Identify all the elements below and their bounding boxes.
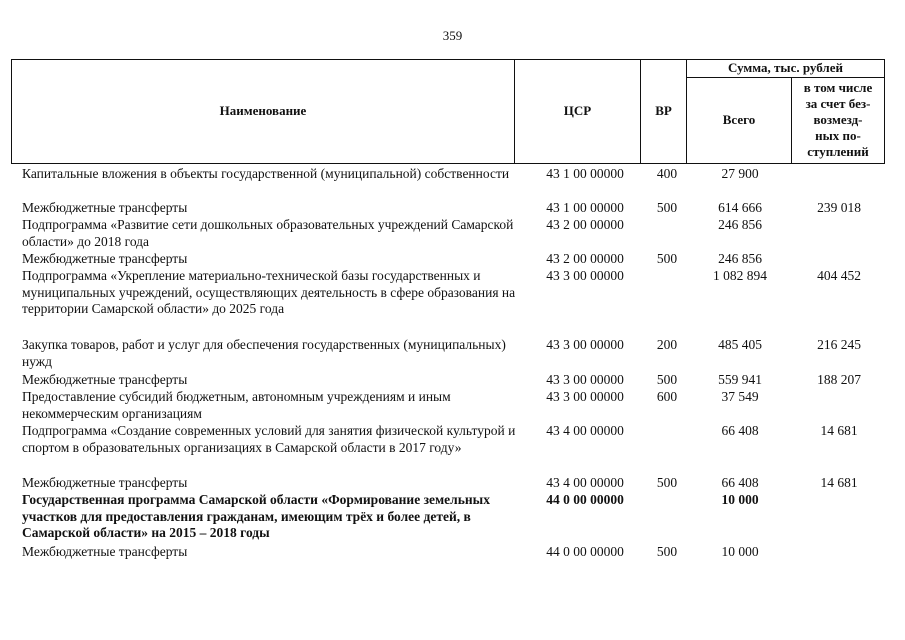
row-name: Закупка товаров, работ и услуг для обеспечения государственных (муниципальных) нужд: [22, 337, 506, 369]
row-incl: 14 681: [820, 423, 858, 438]
row-csr: 43 4 00 00000: [546, 475, 624, 490]
row-vr: 400: [656, 166, 678, 181]
row-csr: 43 2 00 00000: [546, 217, 624, 232]
header-subgroup-border: [686, 77, 885, 78]
row-total: 37 549: [721, 389, 759, 404]
header-bottom-border: [11, 163, 885, 164]
header-total: Всего: [722, 112, 756, 127]
row-name: Межбюджетные трансферты: [22, 251, 188, 266]
row-vr: 600: [656, 389, 678, 404]
header-col-divider: [884, 59, 885, 163]
row-name: Государственная программа Самарской области «Формирование земельных участков для предоставления гражданам, имеющим трёх и более детей, в Самарской области» на 2015 – 2018 годы: [22, 492, 490, 540]
row-total: 246 856: [718, 217, 762, 232]
row-csr: 43 4 00 00000: [546, 423, 624, 438]
row-total: 66 408: [721, 423, 759, 438]
row-name: Межбюджетные трансферты: [22, 475, 188, 490]
header-incl-line: за счет без-: [805, 96, 871, 111]
header-incl-line: возмезд-: [813, 112, 863, 127]
row-total: 559 941: [718, 372, 762, 387]
row-csr: 43 2 00 00000: [546, 251, 624, 266]
row-incl: 188 207: [817, 372, 861, 387]
header-name: Наименование: [219, 103, 307, 118]
row-name: Межбюджетные трансферты: [22, 200, 188, 215]
row-csr: 43 1 00 00000: [546, 200, 624, 215]
row-total: 246 856: [718, 251, 762, 266]
row-csr: 44 0 00 00000: [546, 492, 624, 507]
row-total: 614 666: [718, 200, 762, 215]
row-csr: 43 3 00 00000: [546, 337, 624, 352]
row-incl: 239 018: [817, 200, 861, 215]
row-total: 10 000: [721, 544, 759, 559]
header-incl: [792, 80, 884, 160]
row-name: Подпрограмма «Укрепление материально-технической базы государственных и муниципальных учреждений, осуществляющих деятельность в сфере образования на территории Самарской области» до 2025 года: [22, 268, 516, 316]
row-incl: 404 452: [817, 268, 861, 283]
row-csr: 43 3 00 00000: [546, 268, 624, 283]
row-csr: 43 1 00 00000: [546, 166, 624, 181]
row-total: 27 900: [721, 166, 759, 181]
row-total: 485 405: [718, 337, 762, 352]
row-total: 1 082 894: [713, 268, 767, 283]
row-name: Межбюджетные трансферты: [22, 372, 188, 387]
header-vr: ВР: [655, 103, 672, 118]
row-vr: 500: [656, 544, 678, 559]
header-sum-group: Сумма, тыс. рублей: [728, 60, 843, 75]
row-name: Подпрограмма «Развитие сети дошкольных образовательных учреждений Самарской области» до 2018 года: [22, 217, 514, 249]
row-csr: 43 3 00 00000: [546, 372, 624, 387]
row-vr: 500: [656, 200, 678, 215]
header-csr: ЦСР: [563, 103, 592, 118]
row-incl: 216 245: [817, 337, 861, 352]
page-number: 359: [442, 28, 463, 43]
header-incl-line: ступлений: [807, 144, 869, 159]
row-vr: 500: [656, 475, 678, 490]
row-total: 66 408: [721, 475, 759, 490]
row-name: Подпрограмма «Создание современных условий для занятия физической культурой и спортом в образовательных организациях в Самарской области в 2017 году»: [22, 423, 516, 455]
row-total: 10 000: [721, 492, 759, 507]
row-name: Капитальные вложения в объекты государственной (муниципальной) собственности: [22, 166, 510, 181]
row-csr: 43 3 00 00000: [546, 389, 624, 404]
row-vr: 500: [656, 251, 678, 266]
header-incl-line: в том числе: [803, 80, 873, 95]
row-name: Предоставление субсидий бюджетным, автономным учреждениям и иным некоммерческим организациям: [22, 389, 451, 421]
row-csr: 44 0 00 00000: [546, 544, 624, 559]
row-incl: 14 681: [820, 475, 858, 490]
header-incl-line: ных по-: [815, 128, 861, 143]
row-vr: 500: [656, 372, 678, 387]
row-vr: 200: [656, 337, 678, 352]
row-name: Межбюджетные трансферты: [22, 544, 188, 559]
